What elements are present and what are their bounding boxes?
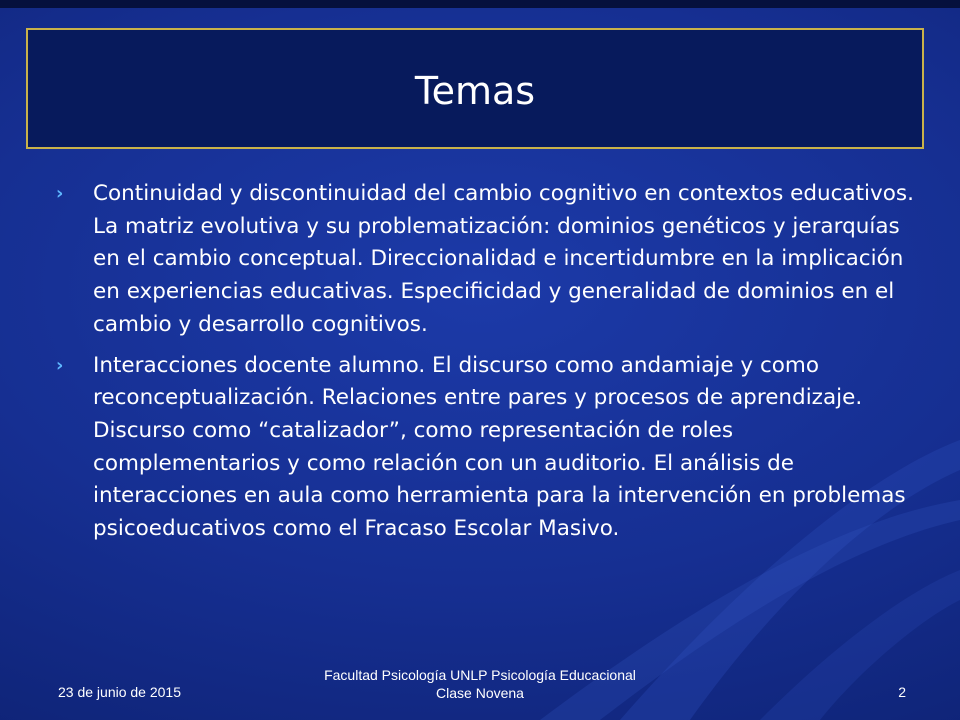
bullet-text: Interacciones docente alumno. El discurso como andamiaje y como reconceptualización. Relaciones entre pares y procesos de aprendizaje. Discurso como “catalizador”, como representación de roles complementarios y como relación con un auditorio. El análisis de interacciones en aula como herramienta para la intervención en problemas psicoeducativos como el Fracaso Escolar Masivo. <box>93 352 906 542</box>
footer-date: 23 de junio de 2015 <box>58 684 181 700</box>
bullet-item <box>56 178 916 342</box>
footer-course-line1: Facultad Psicología UNLP Psicología Educacional <box>324 667 636 683</box>
top-edge-strip <box>0 0 960 8</box>
bullet-item <box>56 350 916 546</box>
slide-title: Temas <box>414 68 536 113</box>
bullet-text: Continuidad y discontinuidad del cambio cognitivo en contextos educativos. La matriz evolutiva y su problematización: dominios genéticos y jerarquías en el cambio conceptual. Direccionalidad e incertidumbre en la implicación en experiencias educativas. Especificidad y generalidad de dominios en el cambio y desarrollo cognitivos. <box>93 181 914 337</box>
bullet-list <box>56 178 916 554</box>
title-box <box>26 28 924 149</box>
footer-page-number: 2 <box>898 684 906 700</box>
chevron-right-icon: › <box>56 183 64 204</box>
footer-course-info <box>270 666 690 702</box>
chevron-right-icon: › <box>56 354 64 376</box>
footer-course-line2: Clase Novena <box>436 685 524 701</box>
